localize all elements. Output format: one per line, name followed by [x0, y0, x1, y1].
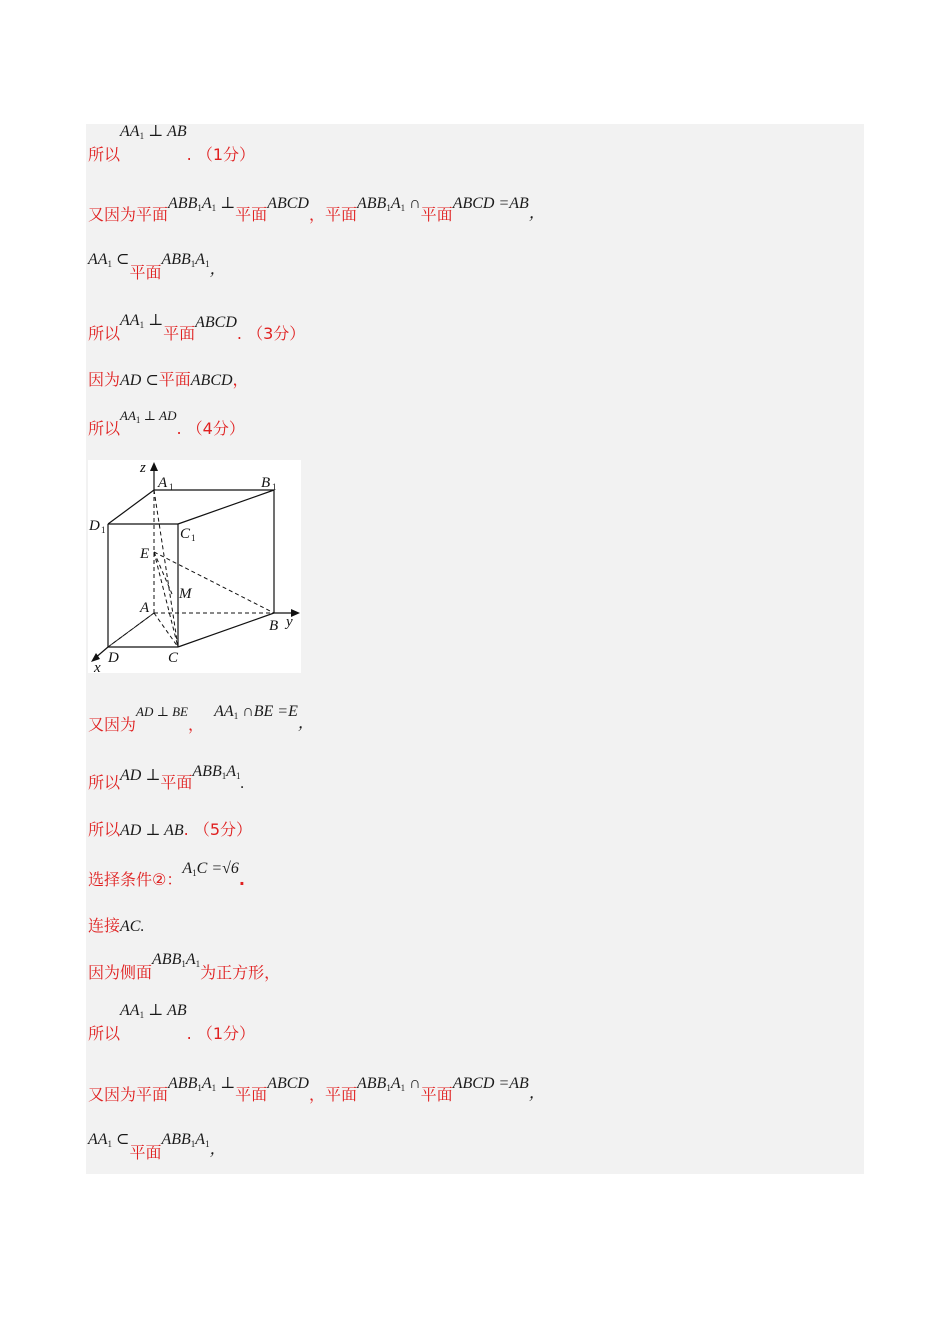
label-c: C	[168, 650, 179, 666]
z-arrow	[150, 462, 158, 471]
label-m: M	[179, 586, 192, 602]
proof-line-9: 所以AD ⊥ AB. （5分）	[88, 820, 253, 839]
proof-line-7: 又因为AD ⊥ BE， $AA_1$ ∩BE =E，	[88, 703, 314, 734]
proof-line-6: 所以$AA_1$ ⊥ AD. （4分）	[88, 408, 245, 438]
svg-text:1: 1	[169, 482, 174, 492]
proof-line-11: 连接AC.	[88, 916, 145, 935]
proof-line-10: 选择条件②：$A_1C =√6$.	[88, 860, 245, 889]
cube-diagram	[88, 460, 301, 673]
proof-line-2: 又因为平面$ABB_1A_1$ ⊥平面ABCD，平面$ABB_1A_1$ ∩平面ABCD =AB，	[88, 195, 545, 224]
label-z: z	[140, 460, 146, 476]
proof-line-5: 因为AD ⊂平面ABCD，	[88, 370, 249, 389]
label-d1: D	[89, 518, 100, 534]
proof-line-3: $AA_1$ ⊂平面$ABB_1A_1$，	[88, 251, 226, 282]
svg-text:1: 1	[272, 482, 277, 492]
edge-c1-b1	[178, 490, 274, 524]
proof-line-1: 所以$AA_1$ ⊥ AB. （1分）	[88, 123, 256, 164]
proof-line-13: 所以$AA_1$ ⊥ AB. （1分）	[88, 1002, 256, 1043]
proof-line-12: 因为侧面$ABB_1A_1$为正方形，	[88, 951, 281, 982]
segment-a-c	[154, 613, 178, 647]
label-a: A	[140, 600, 150, 616]
label-a1: A	[158, 475, 168, 491]
proof-line-15: $AA_1$ ⊂平面$ABB_1A_1$，	[88, 1131, 226, 1162]
label-x: x	[94, 660, 101, 673]
proof-line-4: 所以$AA_1$ ⊥平面ABCD. （3分）	[88, 312, 306, 343]
proof-line-8: 所以AD ⊥平面$ABB_1A_1$.	[88, 763, 245, 792]
svg-text:1: 1	[191, 533, 196, 543]
proof-line-14: 又因为平面$ABB_1A_1$ ⊥平面ABCD，平面$ABB_1A_1$ ∩平面ABCD =AB，	[88, 1075, 545, 1104]
svg-text:1: 1	[101, 525, 106, 535]
label-e: E	[140, 546, 150, 562]
label-d: D	[108, 650, 119, 666]
edge-d1-a1	[108, 490, 154, 524]
label-c1: C	[180, 526, 191, 542]
segment-a1-c	[154, 490, 178, 647]
segment-e-b	[154, 552, 274, 613]
math-text: AA	[120, 123, 140, 140]
label-b: B	[269, 618, 279, 634]
label-y: y	[286, 614, 293, 630]
cube-figure	[88, 460, 301, 673]
label-b1: B	[261, 475, 271, 491]
edge-c-b	[178, 613, 274, 647]
